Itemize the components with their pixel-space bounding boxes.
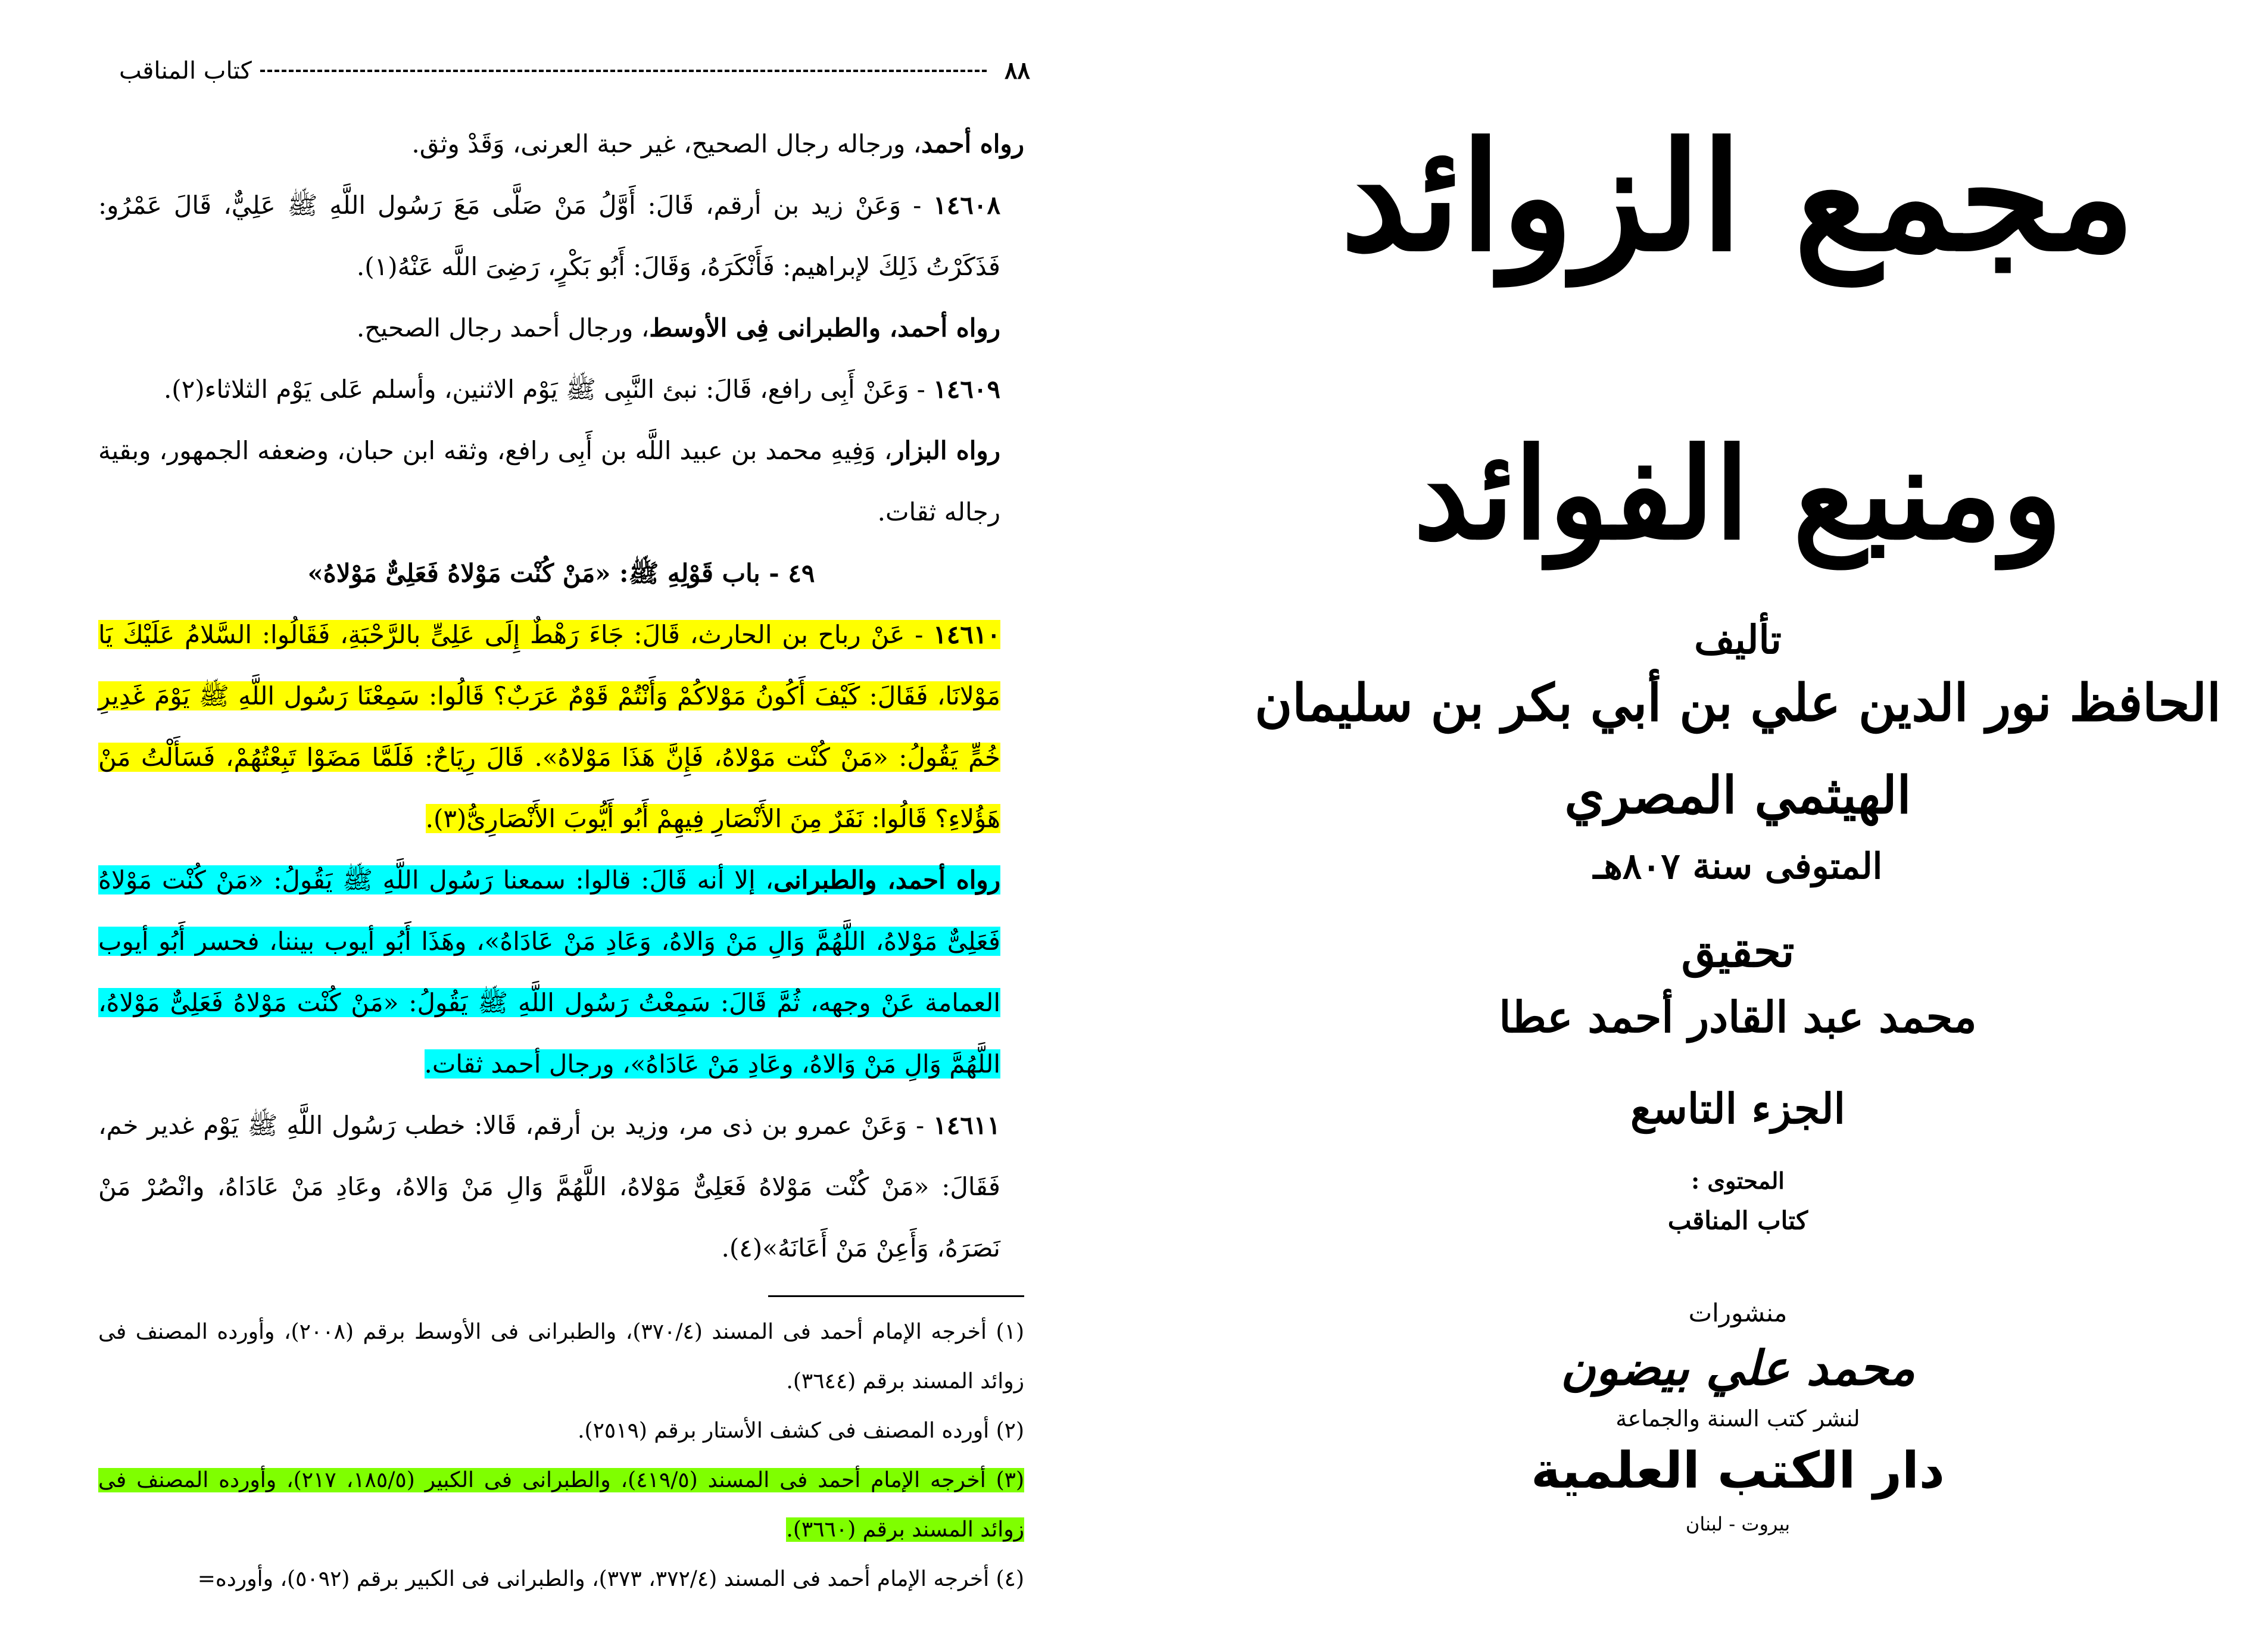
footnote-4: (٤) أخرجه الإمام أحمد فى المسند (٣٧٢/٤، ٣٧٣)، والطبرانى فى الكبير برقم (٥٠٩٢)، وأورده= <box>197 1567 1024 1591</box>
footnote-1: (١) أخرجه الإمام أحمد فى المسند (٣٧٠/٤)، والطبرانى فى الأوسط برقم (٢٠٠٨)، وأورده المصنف فى زوائد المسند برقم (٣٦٤٤). <box>98 1320 1024 1394</box>
hadith-text: - وَعَنْ عمرو بن ذى مر، وزيد بن أرقم، قَالا: خطب رَسُول اللَّهِ ﷺ يَوْم غدير خم، فَقَالَ: «مَنْ كُنْت مَوْلاهُ فَعَلِىٌّ مَوْلاهُ، اللَّهُمَّ وَالِ مَنْ وَالاهُ، وعَادِ مَنْ عَادَاهُ، وانْصُرْ مَنْ نَصَرَهُ، وَأَعِنْ مَنْ أَعَانَهُ»(٤). <box>98 1111 1000 1263</box>
hadith-14610 <box>98 604 1024 849</box>
hadith-number: ١٤٦١٠ <box>933 620 1000 649</box>
narration-text: ، وَفِيهِ محمد بن عبيد اللَّه بن أَبِى رافع، وثقه ابن حبان، وضعفه الجمهور، وبقية رجاله ثقات. <box>98 436 1000 526</box>
chapter-heading: ٤٩ - باب قَوْلِهِ ﷺ: «مَنْ كُنْت مَوْلاهُ فَعَلِىٌّ مَوْلاهُ» <box>307 559 815 588</box>
hadith-14609 <box>98 359 1024 420</box>
footnote-3 <box>98 1455 1024 1554</box>
cyan-highlight <box>98 865 1000 1079</box>
narration-note-4 <box>98 849 1024 1095</box>
narration-text: ، ورجال أحمد رجال الصحيح. <box>356 313 650 342</box>
book-title-calligraphy: مجمع الزوائد <box>1340 109 2135 284</box>
hadith-text: - وَعَنْ زيد بن أرقم، قَالَ: أَوَّلُ مَنْ صَلَّى مَعَ رَسُول اللَّهِ ﷺ عَلِيٌّ، قَالَ عَمْرُو: فَذَكَرْتُ ذَلِكَ لإبراهيم: فَأَنْكَرَهُ، وَقَالَ: أَبُو بَكْرٍ، رَضِىَ اللَّه عَنْهُ(١). <box>98 191 1000 281</box>
footnote-2: (٢) أورده المصنف فى كشف الأستار برقم (٢٥١٩). <box>578 1419 1024 1443</box>
green-highlight: (٣) أخرجه الإمام أحمد فى المسند (٤١٩/٥)، والطبرانى فى الكبير (١٨٥/٥، ٢١٧)، وأورده المصنف فى زوائد المسند برقم (٣٦٦٠). <box>98 1468 1025 1542</box>
narrator-bold: رواه أحمد، والطبرانى <box>773 865 1000 894</box>
narration-note-1 <box>98 113 1024 174</box>
hadith-text: - عَنْ رباح بن الحارث، قَالَ: جَاءَ رَهْطٌ إِلَى عَلِىٍّ بالرَّحْبَةِ، فَقَالُوا: السَّلامُ عَلَيْكَ يَا مَوْلانَا، فَقَالَ: كَيْفَ أَكُونُ مَوْلاكُمْ وَأَنْتُمْ قَوْمٌ عَرَبٌ؟ قَالُوا: سَمِعْنَا رَسُول اللَّهِ ﷺ يَوْمَ غَدِيرِ خُمٍّ يَقُولُ: «مَنْ كُنْت مَوْلاهُ، فَإِنَّ هَذَا مَوْلاهُ». قَالَ رِيَاحٌ: فَلَمَّا مَضَوْا تَبِعْتُهُمْ، فَسَأَلْتُ مَنْ هَؤُلاءِ؟ قَالُوا: نَفَرٌ مِنَ الأَنْصَارِ فِيهِمْ أَبُو أَيُّوبَ الأَنْصَارِىُّ(٣). <box>98 620 1000 833</box>
editor-label: تحقيق <box>1681 926 1795 977</box>
author-death-year: المتوفى سنة ٨٠٧هـ <box>1593 846 1883 887</box>
hadith-text: - وَعَنْ أَبِى رافع، قَالَ: نبئ النَّبِى ﷺ يَوْم الاثنين، وأسلم عَلى يَوْم الثلاثاء(٢). <box>163 375 934 404</box>
publisher-label: منشورات <box>1688 1298 1788 1327</box>
hadith-number: ١٤٦٠٩ <box>933 375 1000 404</box>
author-label: تأليف <box>1694 616 1782 663</box>
contents-value: كتاب المناقب <box>1667 1206 1808 1235</box>
header-dashed-rule <box>260 70 987 72</box>
yellow-highlight <box>98 620 1000 833</box>
hadith-number: ١٤٦٠٨ <box>933 191 1000 220</box>
volume-label: الجزء التاسع <box>1630 1084 1845 1133</box>
publisher-house: دار الكتب العلمية <box>1531 1441 1945 1500</box>
publisher-tagline: لنشر كتب السنة والجماعة <box>1615 1405 1860 1432</box>
narration-text: ، إلا أنه قَالَ: قالوا: سمعنا رَسُول اللَّهِ ﷺ يَقُولُ: «مَنْ كُنْت مَوْلاهُ فَعَلِىٌّ مَوْلاهُ، اللَّهُمَّ وَالِ مَنْ وَالاهُ، وَعَادِ مَنْ عَادَاهُ»، وهَذَا أَبُو أيوب بيننا، فحسر أَبُو أيوب العمامة عَنْ وجهه، ثُمَّ قَالَ: سَمِعْتُ رَسُول اللَّهِ ﷺ يَقُولُ: «مَنْ كُنْت مَوْلاهُ فَعَلِىٌّ مَوْلاهُ، اللَّهُمَّ وَالِ مَنْ وَالاهُ، وعَادِ مَنْ عَادَاهُ»، ورجال أحمد ثقات. <box>98 865 1000 1079</box>
hadith-number: ١٤٦١١ <box>933 1111 1000 1140</box>
hadith-14611 <box>98 1095 1024 1279</box>
title-page <box>1221 0 2255 1652</box>
hadith-body <box>98 113 1024 1279</box>
author-name-line2: الهيثمي المصري <box>1564 765 1911 825</box>
publisher-name: محمد علي بيضون <box>1560 1340 1916 1396</box>
author-name-line1: الحافظ نور الدين علي بن أبي بكر بن سليمان <box>1255 673 2221 733</box>
book-title: كتاب المناقب <box>119 57 252 85</box>
page-number: ٨٨ <box>1005 57 1030 85</box>
narration-note-2 <box>98 297 1024 359</box>
narration-text: ، ورجاله رجال الصحيح، غير حبة العرنى، وَقَدْ وثق. <box>411 129 922 158</box>
narrator-bold: رواه البزار <box>892 436 1001 465</box>
contents-label: المحتوى : <box>1691 1167 1785 1194</box>
footnotes <box>98 1307 1024 1604</box>
narrator-bold: رواه أحمد <box>921 129 1024 158</box>
narrator-bold: رواه أحمد، والطبرانى فِى الأوسط <box>649 313 1000 342</box>
hadith-14608 <box>98 174 1024 297</box>
footnote-separator <box>768 1295 1024 1297</box>
page-header <box>119 57 1030 85</box>
book-subtitle-calligraphy: ومنبع الفوائد <box>1413 420 2063 568</box>
editor-name: محمد عبد القادر أحمد عطا <box>1499 992 1977 1042</box>
publisher-city: بيروت - لبنان <box>1685 1513 1791 1535</box>
narration-note-3 <box>98 420 1024 543</box>
